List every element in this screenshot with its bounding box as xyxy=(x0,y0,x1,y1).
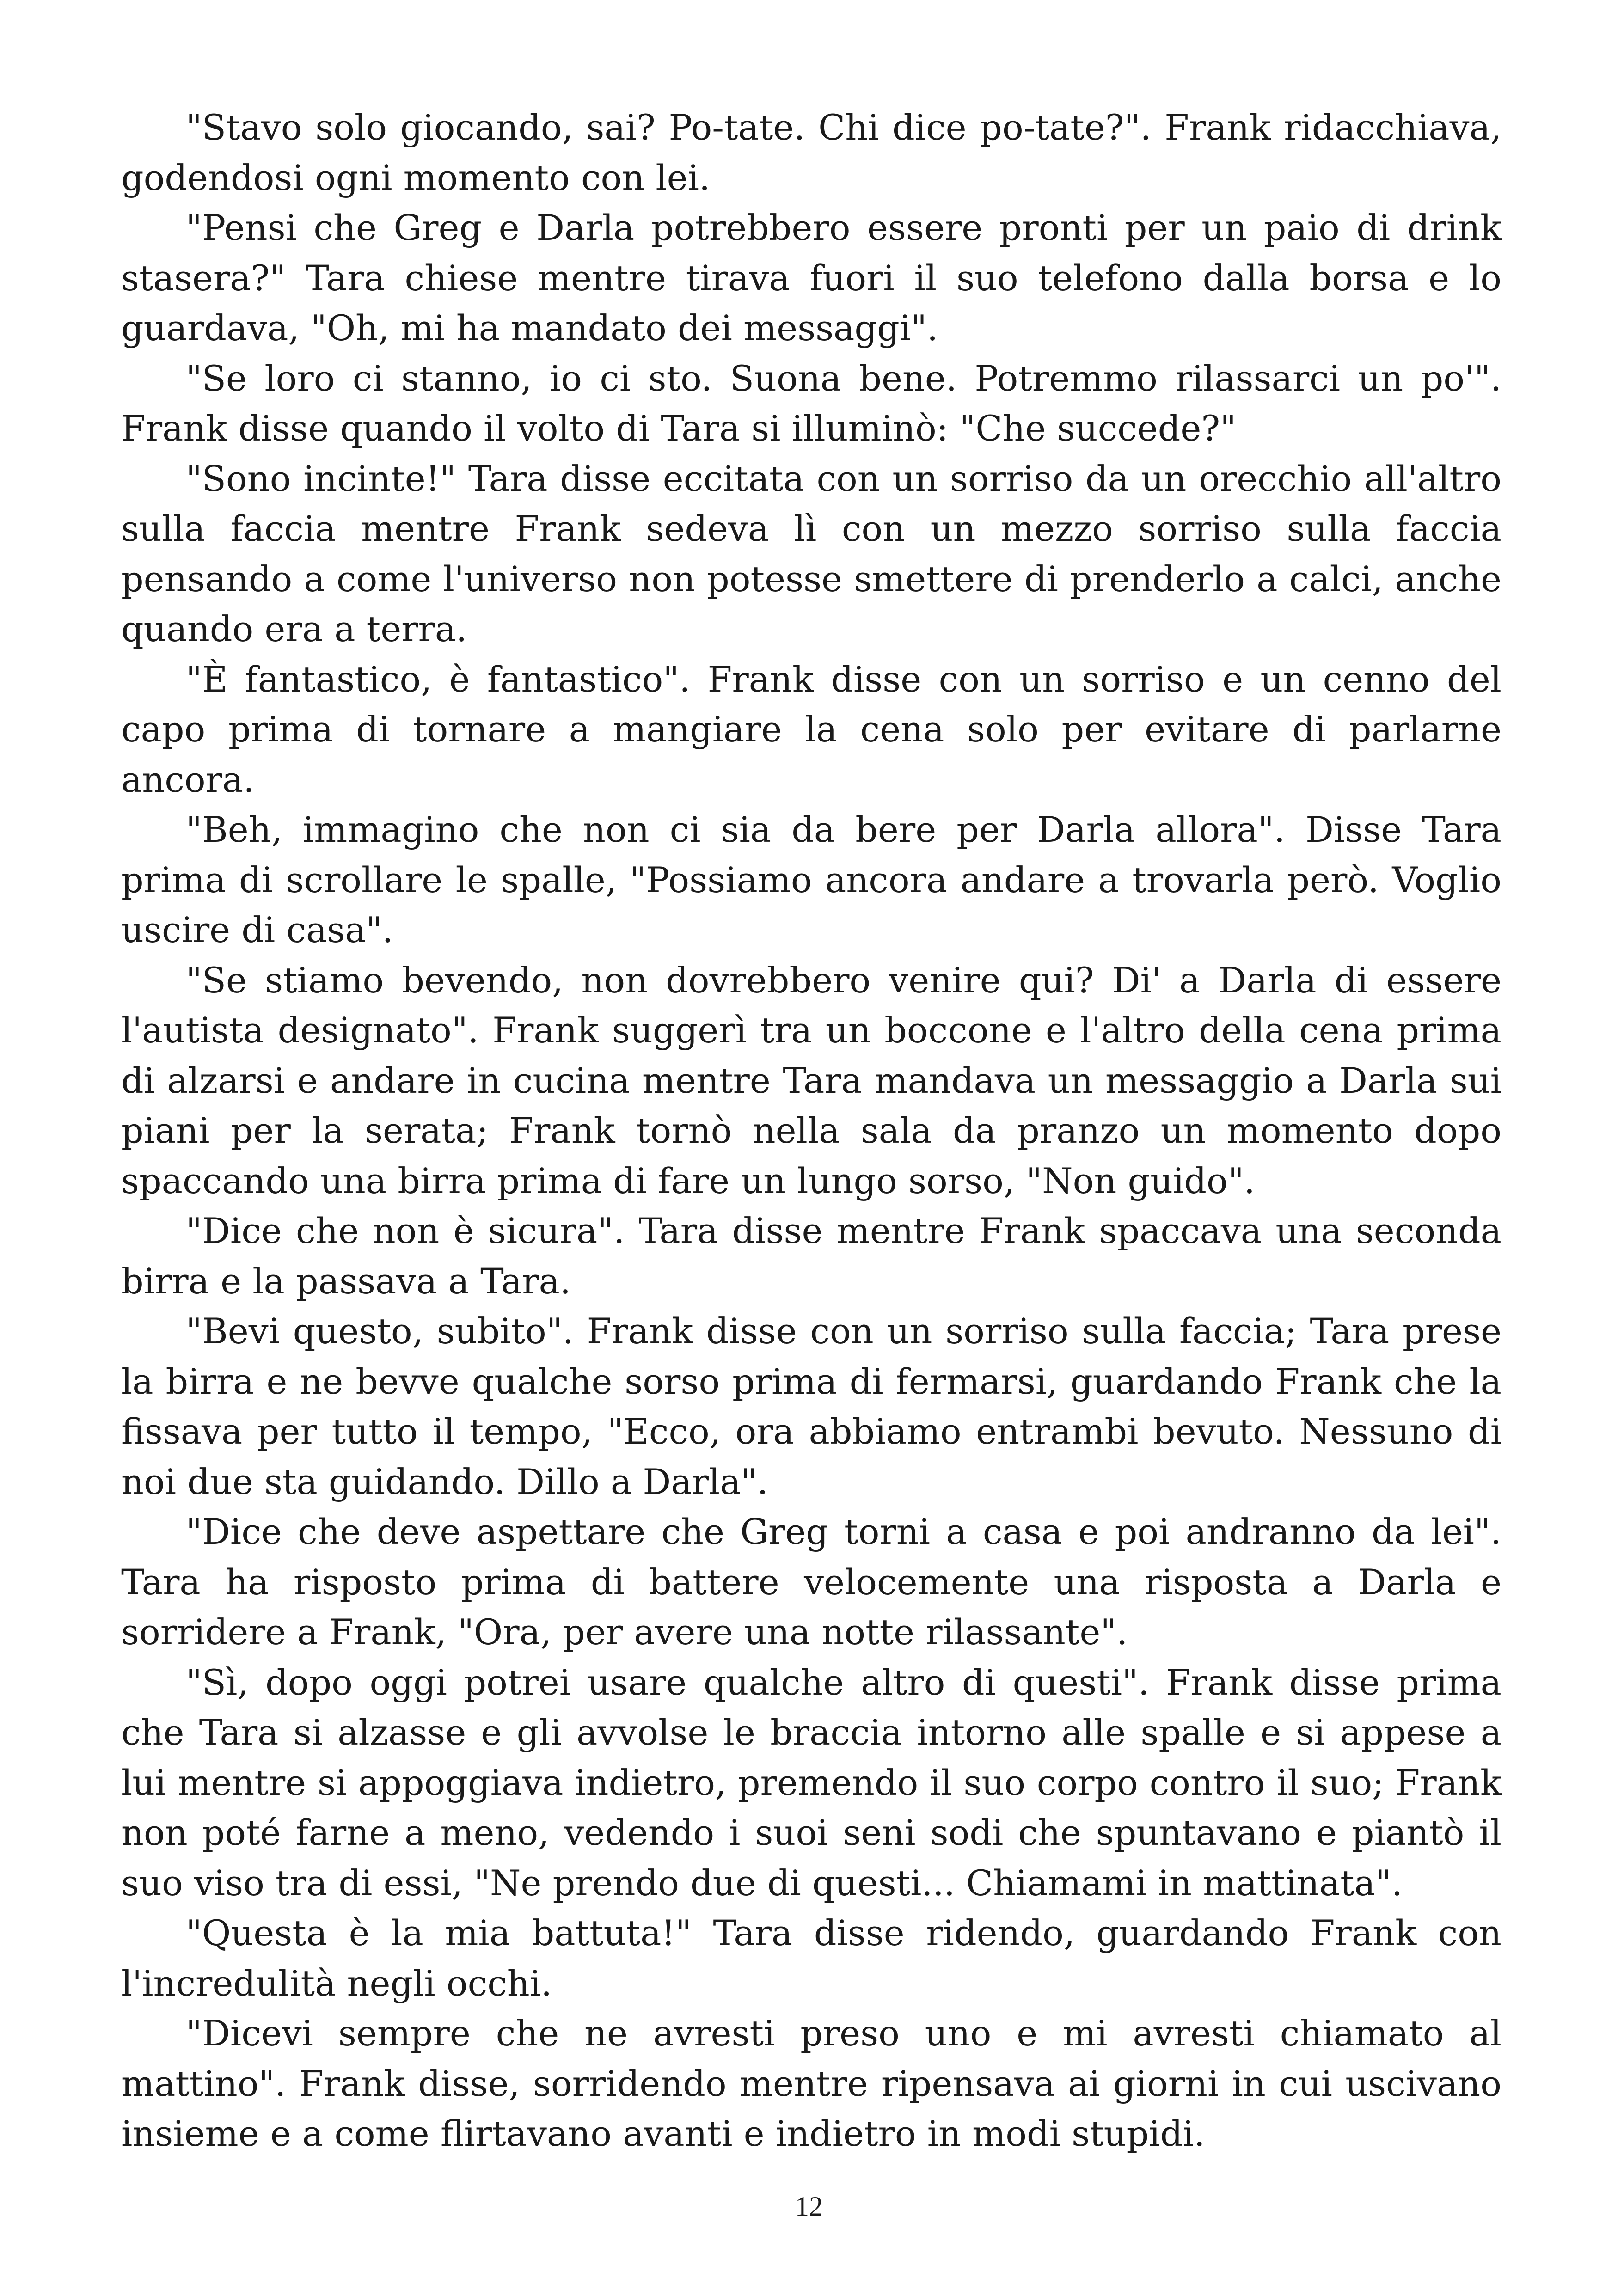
paragraph-13: "Dicevi sempre che ne avresti preso uno e mi avresti chiamato al mattino". Frank disse, sorridendo mentre ripensava ai giorni in cui uscivano insieme e a come flirtavano avanti e indietro in modi stupidi. xyxy=(121,2013,1502,2154)
paragraph-3: "Se loro ci stanno, io ci sto. Suona bene. Potremmo rilassarci un po'". Frank disse quando il volto di Tara si illuminò: "Che succede?" xyxy=(121,357,1502,449)
paragraph-4: "Sono incinte!" Tara disse eccitata con un sorriso da un orecchio all'altro sulla faccia mentre Frank sedeva lì con un mezzo sorriso sulla faccia pensando a come l'universo non potesse smettere di prenderlo a calci, anche quando era a terra. xyxy=(121,458,1502,649)
paragraph-8: "Dice che non è sicura". Tara disse mentre Frank spaccava una seconda birra e la passava a Tara. xyxy=(121,1210,1502,1302)
body-text xyxy=(121,103,1502,2159)
paragraph-6: "Beh, immagino che non ci sia da bere per Darla allora". Disse Tara prima di scrollare le spalle, "Possiamo ancora andare a trovarla però. Voglio uscire di casa". xyxy=(121,809,1502,950)
paragraph-5: "È fantastico, è fantastico". Frank disse con un sorriso e un cenno del capo prima di tornare a mangiare la cena solo per evitare di parlarne ancora. xyxy=(121,658,1502,800)
paragraph-2: "Pensi che Greg e Darla potrebbero essere pronti per un paio di drink stasera?" Tara chiese mentre tirava fuori il suo telefono dalla borsa e lo guardava, "Oh, mi ha mandato dei messaggi". xyxy=(121,207,1502,349)
paragraph-7: "Se stiamo bevendo, non dovrebbero venire qui? Di' a Darla di essere l'autista designato". Frank suggerì tra un boccone e l'altro della cena prima di alzarsi e andare in cucina mentre Tara mandava un messaggio a Darla sui piani per la serata; Frank tornò nella sala da pranzo un momento dopo spaccando una birra prima di fare un lungo sorso, "Non guido". xyxy=(121,959,1502,1201)
paragraph-11: "Sì, dopo oggi potrei usare qualche altro di questi". Frank disse prima che Tara si alzasse e gli avvolse le braccia intorno alle spalle e si appese a lui mentre si appoggiava indietro, premendo il suo corpo contro il suo; Frank non poté farne a meno, vedendo i suoi seni sodi che spuntavano e piantò il suo viso tra di essi, "Ne prendo due di questi... Chiamami in mattinata". xyxy=(121,1661,1502,1904)
paragraph-10: "Dice che deve aspettare che Greg torni a casa e poi andranno da lei". Tara ha risposto prima di battere velocemente una risposta a Darla e sorridere a Frank, "Ora, per avere una notte rilassante". xyxy=(121,1511,1502,1653)
paragraph-12: "Questa è la mia battuta!" Tara disse ridendo, guardando Frank con l'incredulità negli occhi. xyxy=(121,1912,1502,2004)
paragraph-9: "Bevi questo, subito". Frank disse con un sorriso sulla faccia; Tara prese la birra e ne bevve qualche sorso prima di fermarsi, guardando Frank che la fissava per tutto il tempo, "Ecco, ora abbiamo entrambi bevuto. Nessuno di noi due sta guidando. Dillo a Darla". xyxy=(121,1310,1502,1502)
paragraph-1: "Stavo solo giocando, sai? Po-tate. Chi dice po-tate?". Frank ridacchiava, godendosi ogni momento con lei. xyxy=(121,107,1502,198)
page-number: 12 xyxy=(795,2191,823,2222)
